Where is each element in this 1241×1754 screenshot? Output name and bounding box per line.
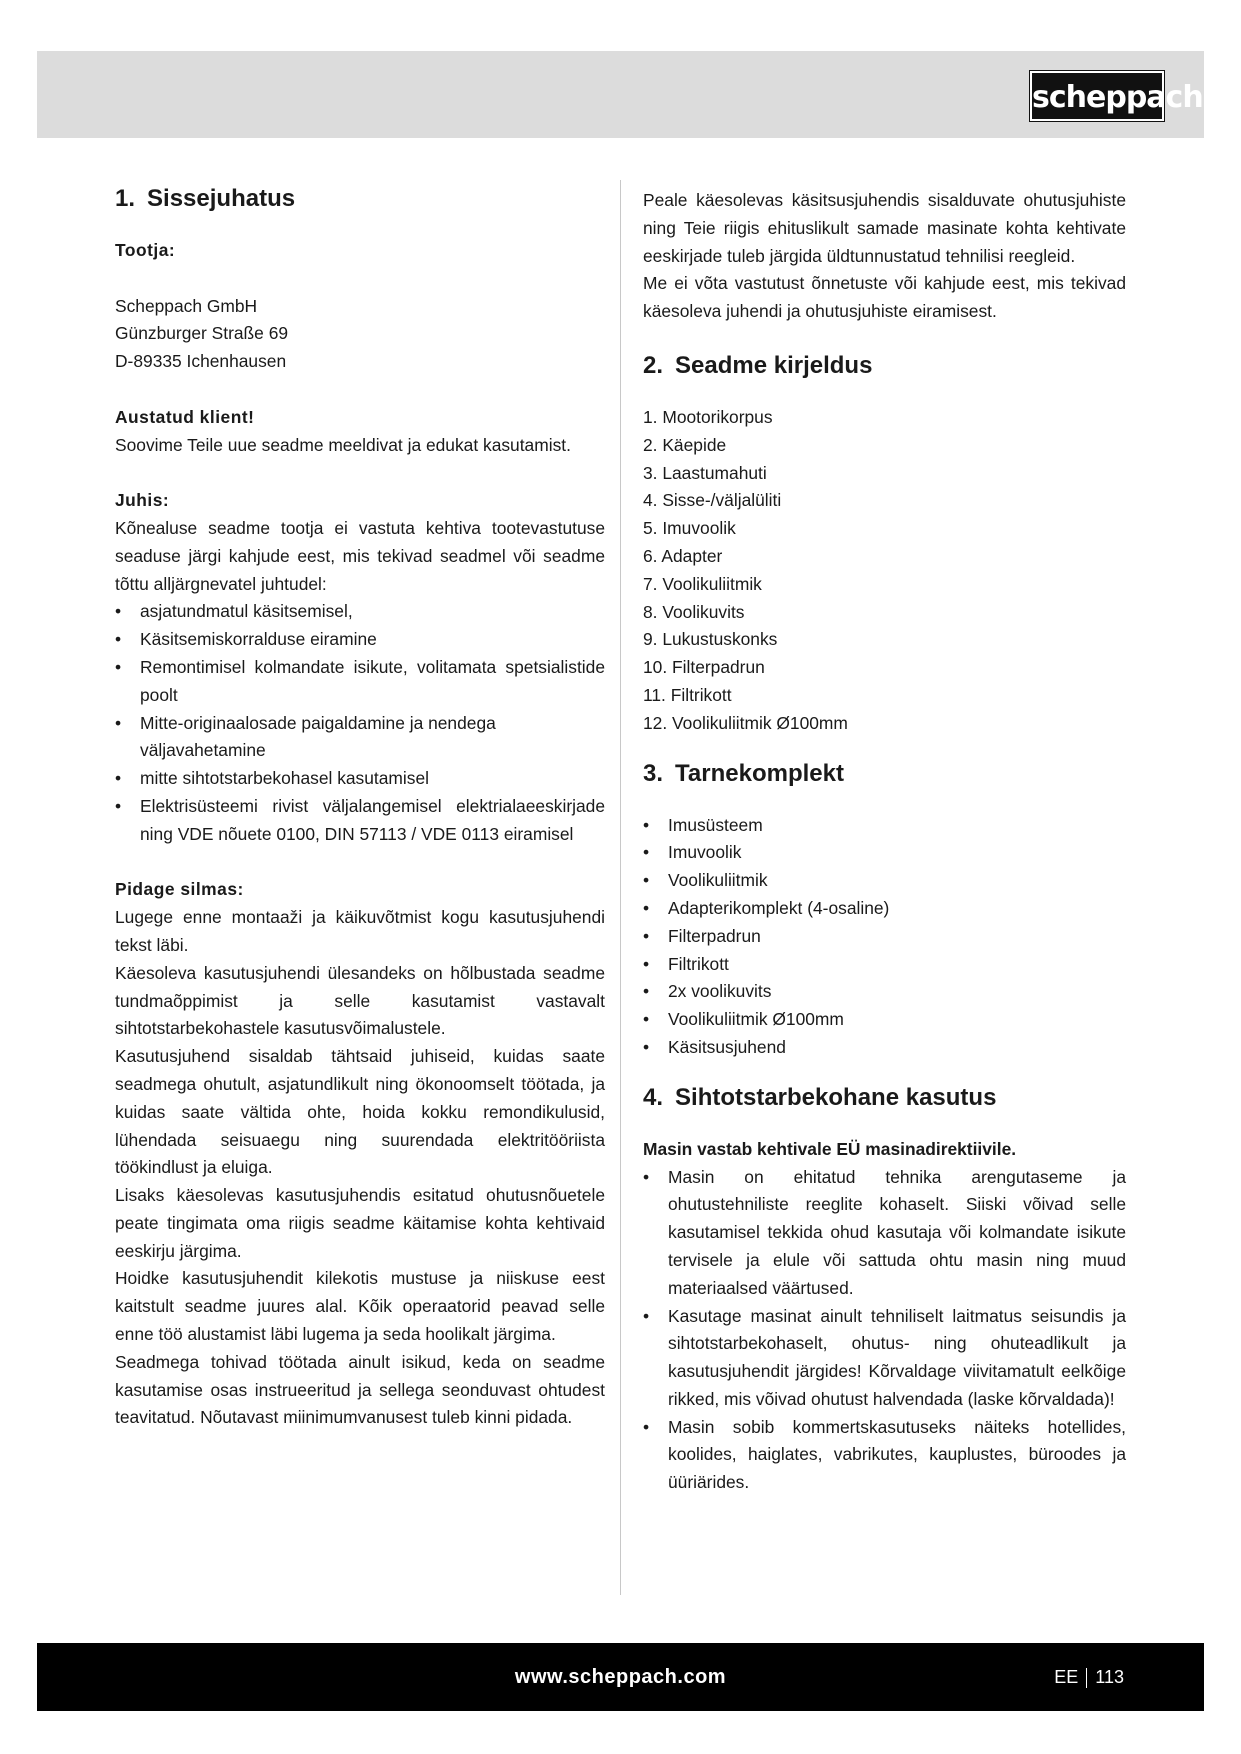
list-item: • Mitte-originaalosade paigaldamine ja nendega väljavahetamine [115, 710, 605, 766]
list-item: • Filterpadrun [643, 923, 1126, 951]
list-item: 10. Filterpadrun [643, 657, 765, 678]
address-line: D-89335 Ichenhausen [115, 351, 287, 372]
list-item: 2. Käepide [643, 434, 727, 455]
list-item: • Kasutage masinat ainult tehniliselt laitmatus seisundis ja sihtotstarbekohaselt, ohutus- ning ohuteadlikult ja kasutusjuhendit järgides! Kõrvaldage viivitamatult eelkõige rikked, mis võivad ohutust halvendada (laske kõrvaldada)! [643, 1303, 1126, 1414]
list-item: • Adapterikomplekt (4-osaline) [643, 895, 1126, 923]
list-item: • Käsitsemiskorralduse eiramine [115, 626, 605, 654]
section-1-heading: 1. Sissejuhatus [115, 185, 296, 212]
attention-paragraph: Hoidke kasutusjuhendit kilekotis mustuse ja niiskuse eest kaitstult seadme juures alal. Kõik operaatorid peavad selle enne töö alustamist läbi lugema ja seda hoolikalt järgima. [115, 1268, 605, 1345]
usage-label: Masin vastab kehtivale EÜ masinadirektiivile. [643, 1138, 1017, 1159]
attention-paragraph: Kasutusjuhend sisaldab tähtsaid juhiseid, kuidas saate seadmega ohutult, asjatundlikult ning ökonoomselt töötada, ja kuidas saate vältida ohte, hoida kokku remondikulusid, lühendada seisuaegu ning suurendada elektritööriista töökindlust ja eluiga. [115, 1046, 605, 1178]
website-url: www.scheppach.com [514, 1666, 727, 1688]
parts-list [643, 404, 1126, 738]
scheppach-logo: scheppach [1030, 71, 1164, 121]
list-item: • mitte sihtotstarbekohasel kasutamisel [115, 765, 605, 793]
attention-paragraph: Seadmega tohivad töötada ainult isikud, keda on seadme kasutamise osas instrueeritud ja sellega seonduvast ohtudest teavitatud. Nõutavast miinimumvanusest tuleb kinni pidada. [115, 1351, 605, 1428]
list-item: 11. Filtrikott [643, 684, 732, 705]
list-item: 8. Voolikuvits [643, 601, 745, 622]
manufacturer-label: Tootja: [115, 240, 176, 260]
list-item: 3. Laastumahuti [643, 462, 767, 483]
list-item: 12. Voolikuliitmik Ø100mm [643, 712, 848, 733]
page-footer [37, 1643, 1204, 1711]
intro-paragraph: Me ei võta vastutust õnnetuste või kahjude eest, mis tekivad käesoleva juhendi ja ohutusjuhiste eiramisest. [643, 273, 1126, 322]
note-text: Kõnealuse seadme tootja ei vastuta kehtiva tootevastutuse seaduse järgi kahjude eest, mis tekivad seadmel või seadme tõttu alljärgnevatel juhtudel: [115, 517, 605, 594]
attention-paragraph: Lugege enne montaaži ja käikuvõtmist kogu kasutusjuhendi tekst läbi. [115, 907, 605, 955]
left-column [115, 183, 605, 1432]
page-header [37, 51, 1204, 138]
section-3-heading: 3. Tarnekomplekt [643, 759, 844, 787]
attention-paragraph: Lisaks käesolevas kasutusjuhendis esitatud ohutusnõuetele peate tingimata oma riigis seadme käitamise kohta kehtivaid eeskirju järgima. [115, 1185, 605, 1261]
column-divider [620, 180, 621, 1595]
list-item: • Filtrikott [643, 951, 1126, 979]
attention-label: Pidage silmas: [115, 879, 244, 900]
page-number: EE 113 [1054, 1667, 1124, 1687]
list-item: 1. Mootorikorpus [643, 406, 773, 427]
note-label: Juhis: [115, 490, 170, 511]
list-item: • Voolikuliitmik [643, 867, 1126, 895]
attention-paragraph: Käesoleva kasutusjuhendi ülesandeks on hõlbustada seadme tundmaõppimist ja selle kasutamist vastavalt sihtotstarbekohastele kasutusvõimalustele. [115, 962, 605, 1039]
list-item: • Remontimisel kolmandate isikute, volitamata spetsialistide poolt [115, 654, 605, 710]
list-item: • Imuvoolik [643, 839, 1126, 867]
list-item: • asjatundmatul käsitsemisel, [115, 598, 605, 626]
dear-customer-label: Austatud klient! [115, 406, 255, 427]
right-column [643, 187, 1126, 1497]
list-item: 6. Adapter [643, 545, 723, 566]
list-item: 9. Lukustuskonks [643, 629, 778, 650]
section-2-heading: 2. Seadme kirjeldus [643, 351, 873, 379]
delivery-list [643, 812, 1126, 1062]
section-4-heading: 4. Sihtotstarbekohane kasutus [643, 1083, 997, 1111]
list-item: • Masin on ehitatud tehnika arengutaseme ja ohutustehniliste reeglite kohaselt. Siiski võivad selle kasutamisel tekkida ohud kasutaja või kolmandate isikute tervisele ja elule või sattuda ohtu masin ning muud materiaalsed väärtused. [643, 1164, 1126, 1303]
list-item: • Masin sobib kommertskasutuseks näiteks hotellides, koolides, haiglates, vabrikutes, kauplustes, büroodes ja üüriärides. [643, 1414, 1126, 1497]
list-item: 7. Voolikuliitmik [643, 573, 762, 594]
list-item: • Käsitsusjuhend [643, 1034, 1126, 1062]
list-item: • Elektrisüsteemi rivist väljalangemisel elektrialaeeskirjade ning VDE nõuete 0100, DIN 57113 / VDE 0113 eiramisel [115, 793, 605, 849]
list-item: 4. Sisse-/väljalüliti [643, 490, 782, 511]
list-item: • Voolikuliitmik Ø100mm [643, 1006, 1126, 1034]
list-item: • 2x voolikuvits [643, 978, 1126, 1006]
address-line: Günzburger Straße 69 [115, 323, 289, 344]
note-list [115, 598, 605, 848]
list-item: 5. Imuvoolik [643, 518, 736, 539]
address-line: Scheppach GmbH [115, 295, 258, 316]
usage-list [643, 1164, 1126, 1498]
intro-paragraph: Peale käesolevas käsitsusjuhendis sisalduvate ohutusjuhiste ning Teie riigis ehituslikult samade masinate kohta kehtivate eeskirjade tuleb järgida üldtunnustatud tehnilisi reegleid. [643, 190, 1126, 266]
dear-customer-text: Soovime Teile uue seadme meeldivat ja edukat kasutamist. [115, 434, 571, 455]
list-item: • Imusüsteem [643, 812, 1126, 840]
